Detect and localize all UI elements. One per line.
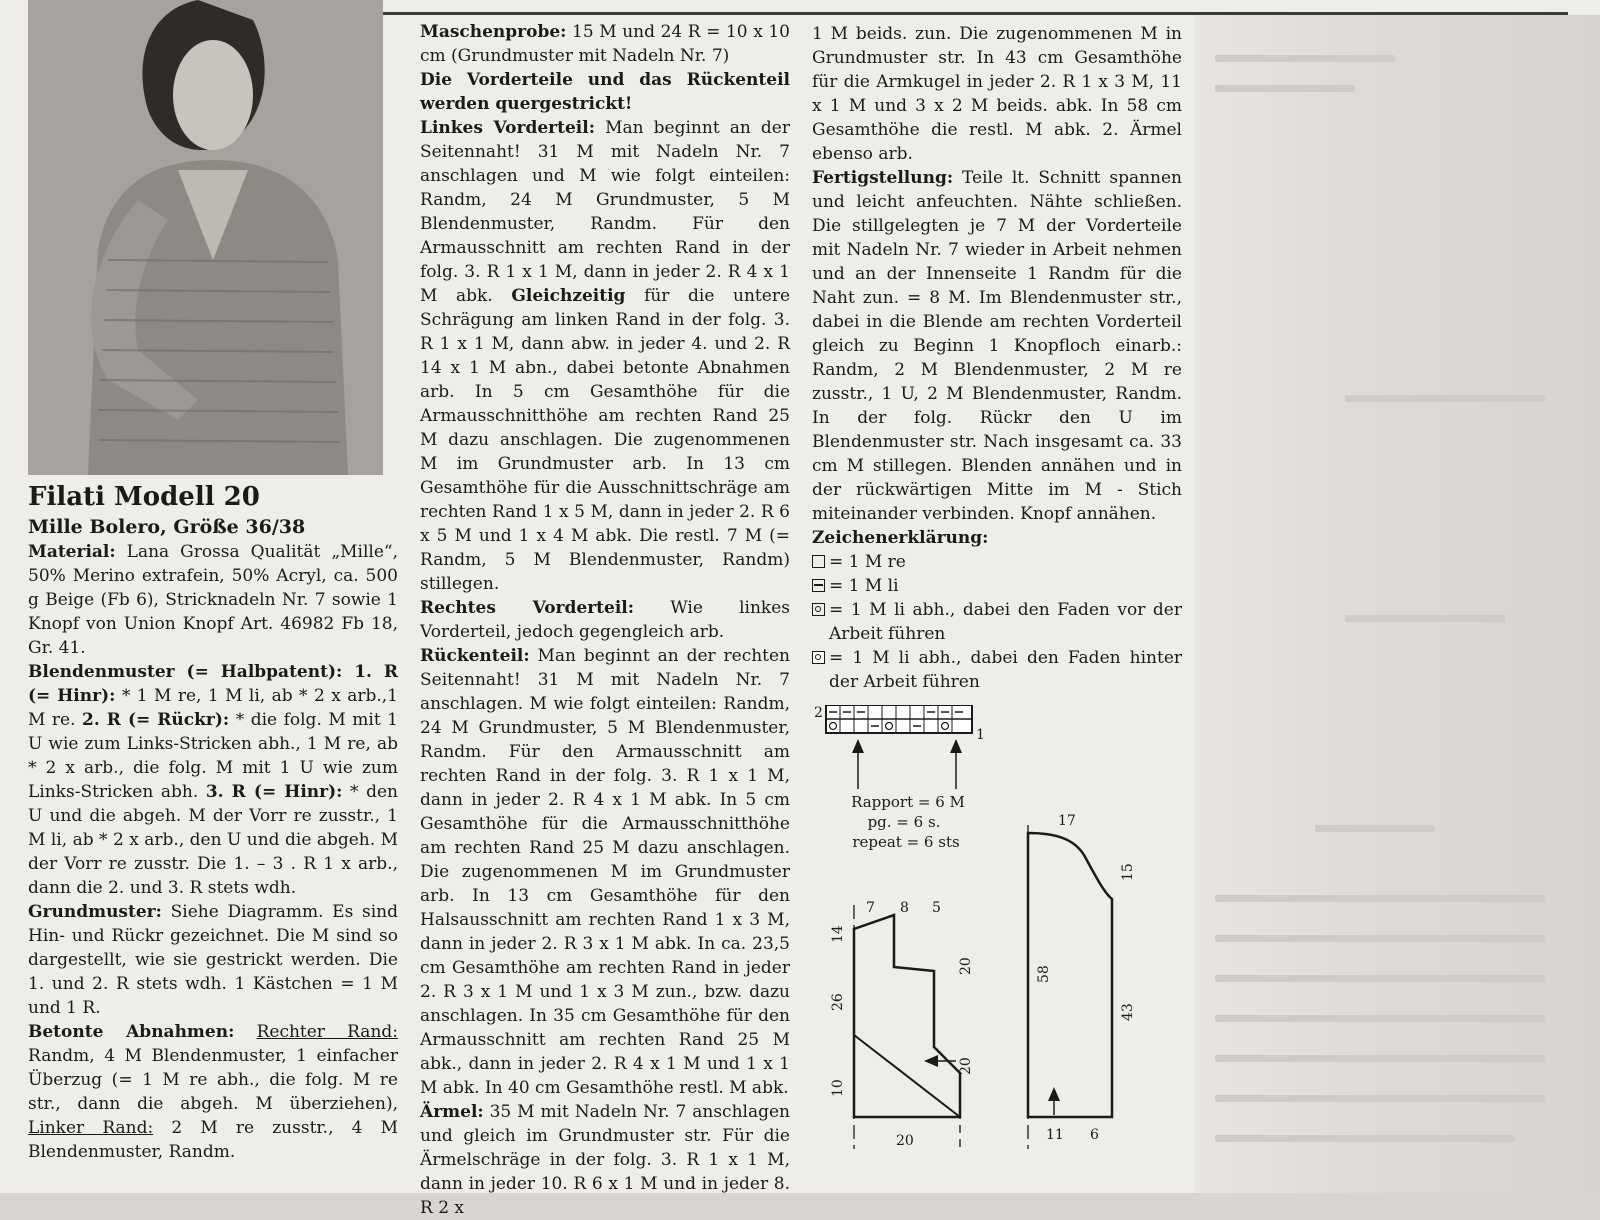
- front-inner-bot: 20: [958, 1057, 974, 1075]
- aermel-paragraph: [420, 1100, 790, 1220]
- sleeve-schematic: [1028, 825, 1112, 1149]
- model-photo: [28, 0, 383, 475]
- betonte-abnahmen-left: 2 M re zusstr., 4 M Blendenmuster, Randm.: [28, 1118, 399, 1162]
- front-inner-top: 20: [958, 957, 974, 975]
- sleeve-bottom-a: 11: [1046, 1127, 1064, 1143]
- rechtes-vorderteil-heading: Rechtes Vorderteil:: [420, 598, 635, 618]
- knit-symbol-icon: [812, 555, 825, 568]
- purl-symbol-icon: [812, 579, 825, 592]
- subtitle: Mille Bolero, Größe 36/38: [28, 516, 306, 538]
- facing-page-bleedthrough: [1195, 15, 1600, 1193]
- front-top-c: 5: [932, 900, 941, 916]
- legend-item-slip-back: = 1 M li abh., dabei den Faden hinter der Arbeit führen: [812, 646, 1182, 694]
- rueckenteil-text: Man beginnt an der rechten Seitennaht! 31 M mit Nadeln Nr. 7 anschlagen. M wie folgt einteilen: Randm, 24 M Grundmuster, 5 M Blendenmuster, Randm. Für den Armausschnitt am rechten Rand in der folg. 3. R 1 x 1 M, dann in jeder 2. R 4 x 1 M abk. In 5 cm Gesamthöhe für die Armausschnitthöhe am rechten Rand 25 M dazu anschlagen. Die zugenommenen M im Grundmuster arb. In 13 cm Gesamthöhe für den Halsausschnitt am rechten Rand 1 x 3 M, dann in jeder 2. R 3 x 1 M abk. In ca. 23,5 cm Gesamthöhe am rechten Rand in jeder 2. R 3 x 1 M und 1 x 3 M zun., bzw. dazu anschlagen. In 35 cm Gesamthöhe für den Armausschnitt am rechten Rand 25 M abk., dann in jeder 2. R 4 x 1 M und 1 x 1 M abk. In 40 cm Gesamthöhe restl. M abk.: [420, 646, 790, 1098]
- blendenmuster-row3: * den U und die abgeh. M der Vorr re zusstr., 1 M li, ab * 2 x arb., den U und die abgeh. M der Vorr re zusstr. Die 1. – 3 . R 1 x arb., dann die 2. und 3. R stets wdh.: [28, 782, 399, 898]
- sleeve-right-top: 15: [1120, 863, 1136, 881]
- linkes-vorderteil-text-a: Man beginnt an der Seitennaht! 31 M mit Nadeln Nr. 7 anschlagen und M wie folgt einteilen: Randm, 24 M Grundmuster, 5 M Blendenmuster, Randm. Für den Armausschnitt am rechten Rand in der folg. 3. R 1 x 1 M, dann in jeder 2. R 4 x 1 M abk.: [420, 118, 790, 306]
- linkes-vorderteil-paragraph: [420, 116, 790, 596]
- rechtes-vorderteil-paragraph: [420, 596, 790, 644]
- rueckenteil-paragraph: [420, 644, 790, 1100]
- stitch-chart: [814, 705, 985, 851]
- zeichenerklaerung-heading: Zeichenerklärung:: [812, 528, 989, 548]
- maschenprobe-heading: Maschenprobe:: [420, 22, 567, 42]
- column-2: [420, 20, 790, 1220]
- grundmuster-heading: Grundmuster:: [28, 902, 162, 922]
- chart-row-1-label: 1: [976, 727, 985, 743]
- blendenmuster-row3-heading: 3. R (= Hinr):: [205, 782, 343, 802]
- front-top-b: 8: [900, 900, 909, 916]
- maschenprobe-paragraph: [420, 20, 790, 68]
- rechtes-vorderteil-text: Wie linkes Vorderteil, jedoch gegengleich arb.: [420, 598, 790, 642]
- material-paragraph: [28, 540, 398, 660]
- front-top-a: 7: [866, 900, 875, 916]
- legend-item-knit: = 1 M re: [812, 550, 1182, 574]
- grundmuster-text: Siehe Diagramm. Es sind Hin- und Rückr gezeichnet. Die M sind so dargestellt, wie sie gestrickt werden. Die 1. und 2. R stets wdh. 1 Kästchen = 1 M und 1 R.: [28, 902, 399, 1018]
- linker-rand-label: Linker Rand:: [28, 1118, 154, 1138]
- linkes-vorderteil-heading: Linkes Vorderteil:: [420, 118, 595, 138]
- page-title: Filati Modell 20: [28, 482, 260, 512]
- rueckenteil-heading: Rückenteil:: [420, 646, 530, 666]
- aermel-heading: Ärmel:: [420, 1102, 484, 1122]
- maschenprobe-text: 15 M und 24 R = 10 x 10 cm (Grundmuster mit Nadeln Nr. 7): [420, 22, 790, 66]
- column-3: [812, 22, 1182, 694]
- rechter-rand-label: Rechter Rand:: [256, 1022, 399, 1042]
- front-left-mid: 26: [830, 993, 846, 1011]
- blendenmuster-heading: Blendenmuster (= Halbpatent): 1. R (= Hinr):: [28, 662, 398, 706]
- aermel-continued: 1 M beids. zun. Die zugenommenen M in Grundmuster str. In 43 cm Gesamthöhe für die Armkugel in jeder 2. R 1 x 3 M, 11 x 1 M und 3 x 2 M beids. abk. In 58 cm Gesamthöhe die restl. M abk. 2. Ärmel ebenso arb.: [812, 24, 1182, 164]
- quergestrickt-note: Die Vorderteile und das Rückenteil werden quergestrickt!: [420, 70, 790, 114]
- legend-item-purl: = 1 M li: [812, 574, 1182, 598]
- rapport-de: Rapport = 6 M: [851, 793, 965, 811]
- betonte-abnahmen-right: Randm, 4 M Blendenmuster, 1 einfacher Überzug (= 1 M re abh., die folg. M re str., dann die abgeh. M überziehen),: [28, 1046, 398, 1114]
- material-text: Lana Grossa Qualität „Mille“, 50% Merino extrafein, 50% Acryl, ca. 500 g Beige (Fb 6), Stricknadeln Nr. 7 sowie 1 Knopf von Union Knopf Art. 46982 Fb 18, Gr. 41.: [28, 542, 398, 658]
- front-schematic: [854, 905, 960, 1149]
- material-heading: Material:: [28, 542, 116, 562]
- sleeve-right-bot: 43: [1120, 1003, 1136, 1021]
- front-bottom: 20: [896, 1133, 914, 1149]
- slip-yarn-back-icon: [812, 651, 825, 664]
- fertigstellung-paragraph: [812, 166, 1182, 526]
- front-left-bot: 10: [830, 1079, 846, 1097]
- rapport-en: repeat = 6 sts: [852, 833, 960, 851]
- front-left-top: 14: [830, 925, 846, 943]
- linkes-vorderteil-text-b: für die untere Schrägung am linken Rand in der folg. 3. R 1 x 1 M, dann abw. in jeder 4. und 2. R 14 x 1 M abn., dabei betonte Abnahmen arb. In 5 cm Gesamthöhe für die Armausschnitthöhe am rechten Rand 25 M dazu anschlagen. Die zugenommenen M im Grundmuster arb. In 13 cm Gesamthöhe für die Ausschnittschräge am rechten Rand 1 x 5 M, dann in jeder 2. R 6 x 5 M und 1 x 4 M abk. Die restl. 7 M (= Randm, 5 M Blendenmuster, Randm) stillegen.: [420, 286, 790, 594]
- pattern-diagrams: [812, 705, 1192, 1193]
- blendenmuster-row1: * 1 M re, 1 M li, ab * 2 x arb.,1 M re.: [28, 686, 398, 730]
- betonte-abnahmen-paragraph: [28, 1020, 398, 1164]
- slip-yarn-front-icon: [812, 603, 825, 616]
- blendenmuster-row2: * die folg. M mit 1 U wie zum Links-Stricken abh., 1 M re, ab * 2 x arb., die folg. M mit 1 U wie zum Links-Stricken abh.: [28, 710, 398, 802]
- rapport-it: pg. = 6 s.: [867, 813, 941, 831]
- gleichzeitig-label: Gleichzeitig: [511, 286, 626, 306]
- chart-row-2-label: 2: [814, 705, 823, 721]
- column-1: [28, 480, 398, 1164]
- legend-item-slip-front: = 1 M li abh., dabei den Faden vor der Arbeit führen: [812, 598, 1182, 646]
- blendenmuster-paragraph: [28, 660, 398, 900]
- grundmuster-paragraph: [28, 900, 398, 1020]
- fertigstellung-heading: Fertigstellung:: [812, 168, 954, 188]
- fertigstellung-text: Teile lt. Schnitt spannen und leicht anfeuchten. Nähte schließen. Die stillgelegten je 7 M der Vorderteile mit Nadeln Nr. 7 wieder in Arbeit nehmen und an der Innenseite 1 Randm für die Naht zun. = 8 M. Im Blendenmuster str., dabei in die Blende am rechten Vorderteil gleich zu Beginn 1 Knopfloch einarb.: Randm, 2 M Blendenmuster, 2 M re zusstr., 1 U, 2 M Blendenmuster, Randm. In der folg. Rückr den U im Blendenmuster str. Nach insgesamt ca. 33 cm M stillegen. Blenden annähen und in der rückwärtigen Mitte im M - Stich miteinander verbinden. Knopf annähen.: [812, 168, 1182, 524]
- sleeve-top: 17: [1058, 813, 1076, 829]
- sleeve-height: 58: [1036, 965, 1052, 983]
- blendenmuster-row2-heading: 2. R (= Rückr):: [82, 710, 230, 730]
- aermel-text: 35 M mit Nadeln Nr. 7 anschlagen und gleich im Grundmuster str. Für die Ärmelschräge in der folg. 3. R 1 x 1 M, dann in jeder 10. R 6 x 1 M und in jeder 8. R 2 x: [420, 1102, 790, 1218]
- sleeve-bottom-b: 6: [1090, 1127, 1099, 1143]
- betonte-abnahmen-heading: Betonte Abnahmen:: [28, 1022, 235, 1042]
